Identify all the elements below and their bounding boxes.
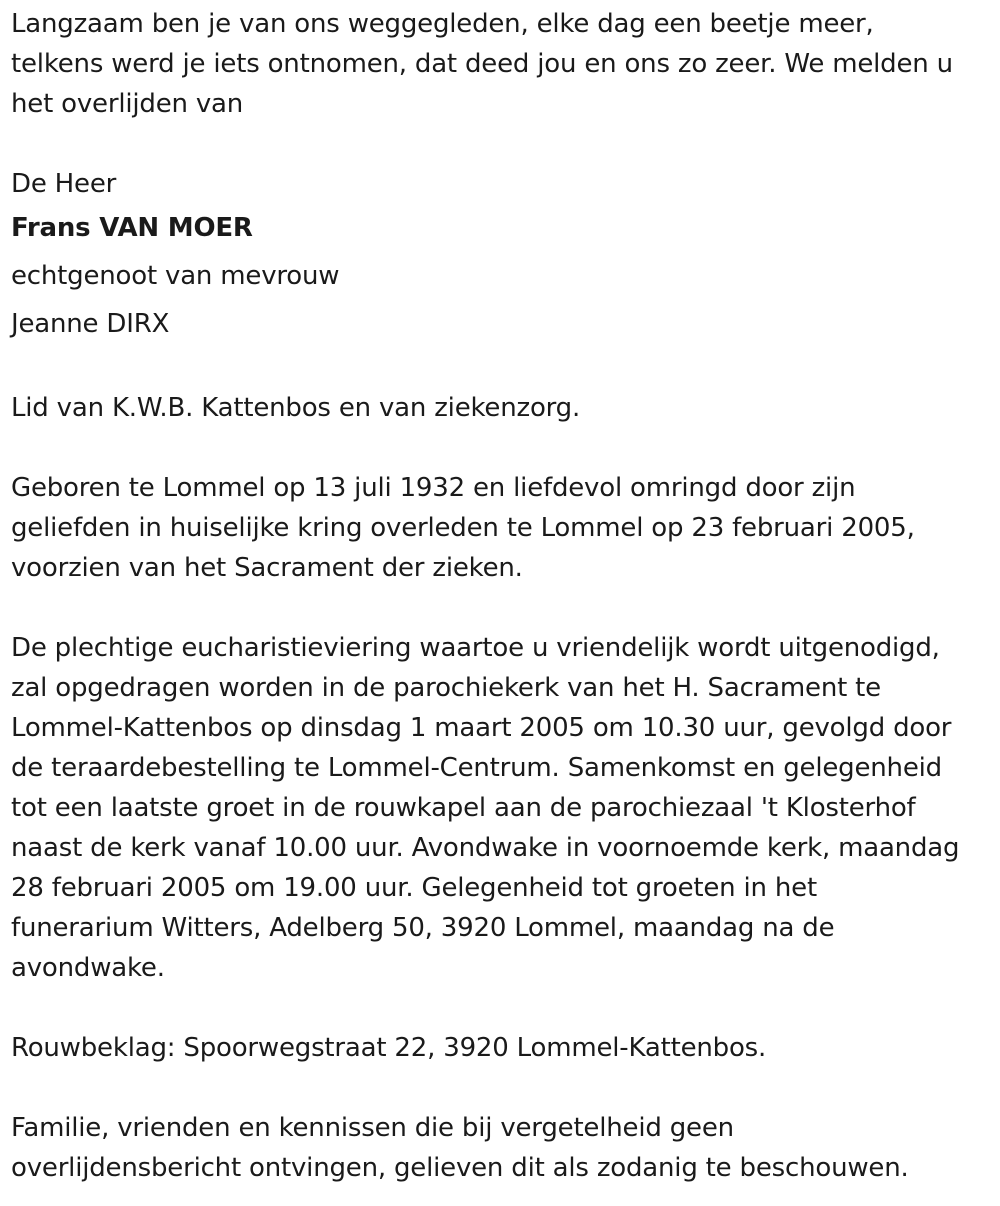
- spacer: [11, 428, 1000, 468]
- deceased-name: Frans VAN MOER: [11, 213, 253, 243]
- relation-text: echtgenoot van mevrouw: [11, 261, 340, 291]
- title-prefix: De Heer: [11, 169, 117, 199]
- intro-paragraph: Langzaam ben je van ons weggegleden, elke dag een beetje meer, telkens werd je iets ontnomen, dat deed jou en ons zo zeer. We melden u het overlijden van: [11, 9, 953, 119]
- spacer: [11, 588, 1000, 628]
- birth-death-paragraph: Geboren te Lommel op 13 juli 1932 en liefdevol omringd door zijn geliefden in huiselijke kring overleden te Lommel op 23 februari 2005, voorzien van het Sacrament der zieken.: [11, 473, 915, 583]
- ceremony-paragraph: De plechtige eucharistieviering waartoe u vriendelijk wordt uitgenodigd, zal opgedragen worden in de parochiekerk van het H. Sacrament te Lommel-Kattenbos op dinsdag 1 maart 2005 om 10.30 uur, gevolgd door de teraardebestelling te Lommel-Centrum. Samenkomst en gelegenheid tot een laatste groet in de rouwkapel aan de parochiezaal 't Klosterhof naast de kerk vanaf 10.00 uur. Avondwake in voornoemde kerk, maandag 28 februari 2005 om 19.00 uur. Gelegenheid tot groeten in het funerarium Witters, Adelberg 50, 3920 Lommel, maandag na de avondwake.: [11, 633, 960, 983]
- spacer: [11, 348, 1000, 388]
- spouse-name: Jeanne DIRX: [11, 309, 170, 339]
- condolences-paragraph: Rouwbeklag: Spoorwegstraat 22, 3920 Lommel-Kattenbos.: [11, 1033, 767, 1063]
- membership-paragraph: Lid van K.W.B. Kattenbos en van ziekenzorg.: [11, 393, 581, 423]
- spacer: [11, 1068, 1000, 1108]
- spacer: [11, 988, 1000, 1028]
- spacer: [11, 124, 1000, 164]
- closing-paragraph: Familie, vrienden en kennissen die bij vergetelheid geen overlijdensbericht ontvingen, gelieven dit als zodanig te beschouwen.: [11, 1113, 909, 1183]
